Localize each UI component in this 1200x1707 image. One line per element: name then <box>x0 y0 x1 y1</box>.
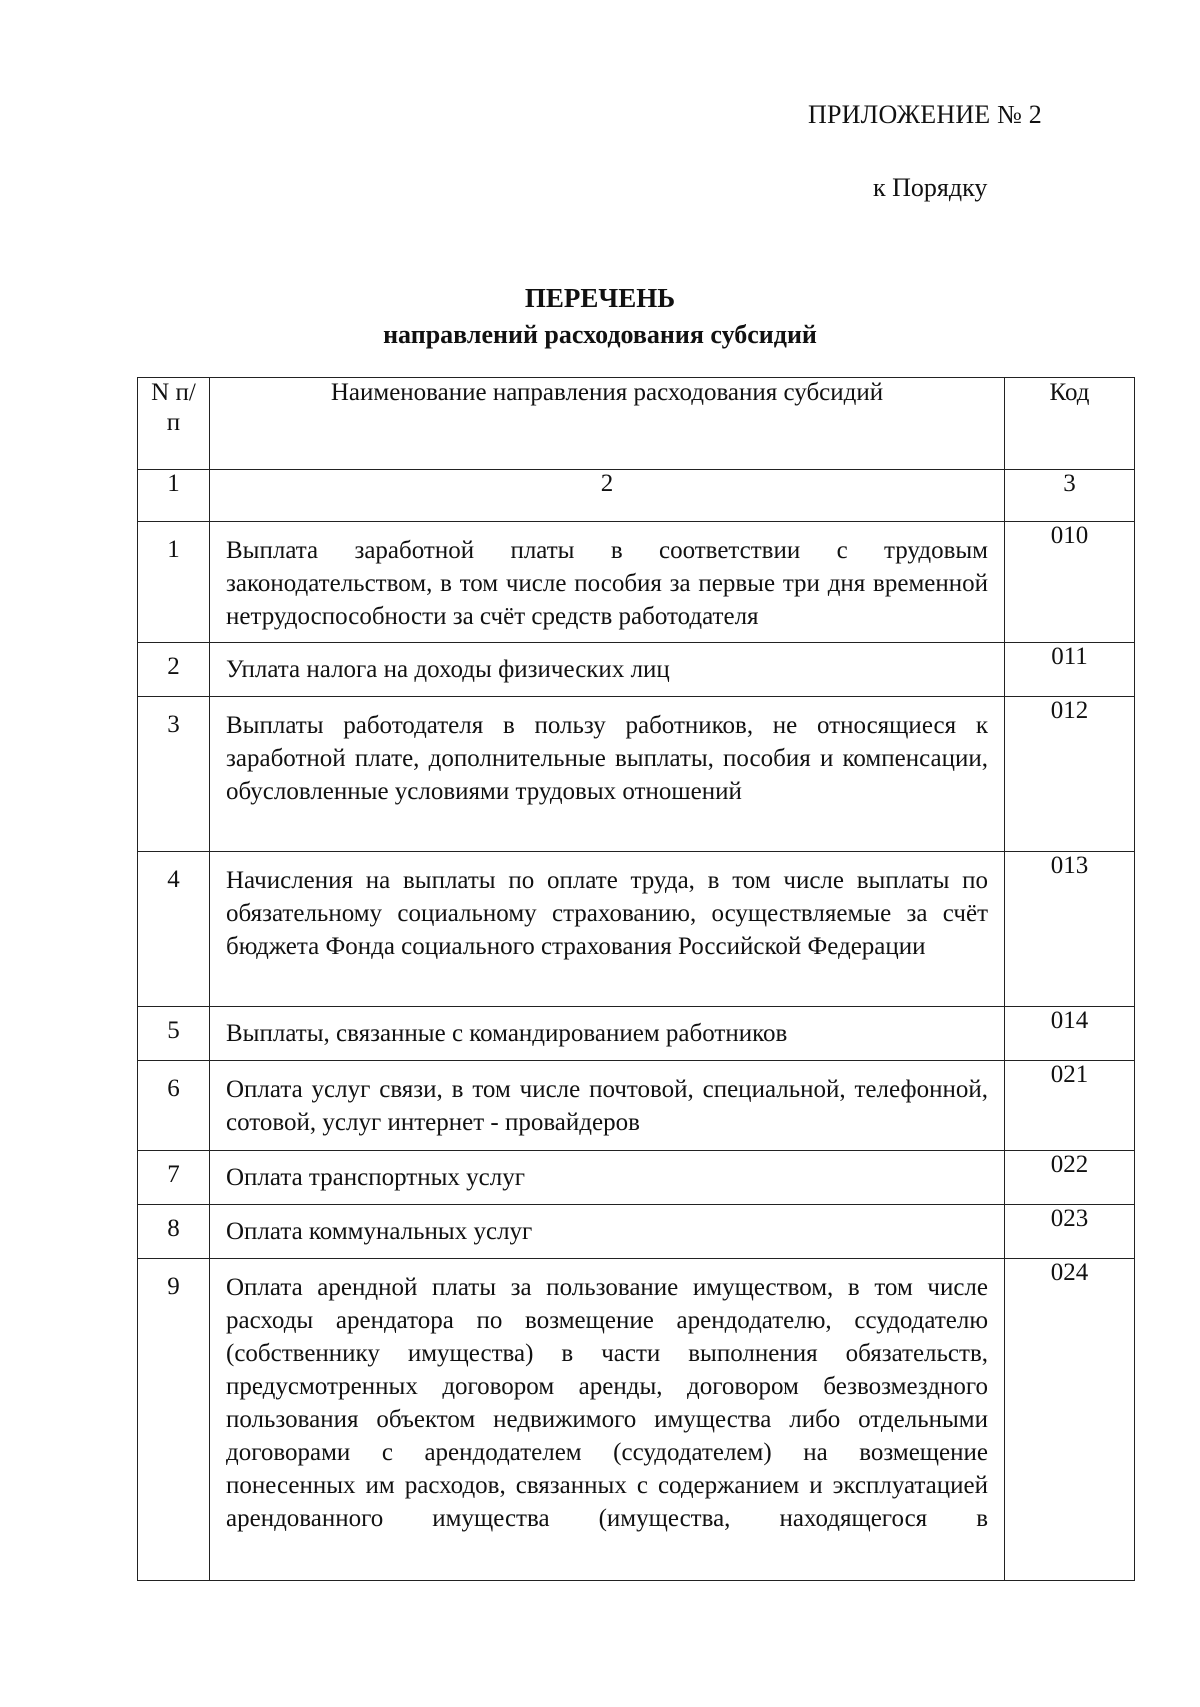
table-row <box>138 643 1135 697</box>
table-row <box>138 697 1135 852</box>
row-number: 7 <box>138 1151 210 1205</box>
header-name: Наименование направления расходования субсидий <box>210 378 1005 470</box>
header-code: Код <box>1005 378 1135 470</box>
index-cell: 3 <box>1005 470 1135 522</box>
row-code: 010 <box>1005 522 1135 643</box>
row-code: 023 <box>1005 1205 1135 1259</box>
row-description: Оплата арендной платы за пользование имуществом, в том числе расходы арендатора по возмещение арендодателю, ссудодателю (собственнику имущества) в части выполнения обязательств, предусмотренных договором аренды, договором безвозмездного пользования объектом недвижимого имущества либо отдельными договорами с арендодателем (ссудодателем) на возмещение понесенных им расходов, связанных с содержанием и эксплуатацией арендованного имущества (имущества, находящегося в <box>210 1259 1005 1581</box>
table-index-row <box>138 470 1135 522</box>
row-number: 3 <box>138 697 210 852</box>
row-code: 022 <box>1005 1151 1135 1205</box>
row-code: 013 <box>1005 852 1135 1007</box>
row-number: 9 <box>138 1259 210 1581</box>
row-description: Уплата налога на доходы физических лиц <box>210 643 1005 697</box>
table-header-row <box>138 378 1135 470</box>
order-reference: к Порядку <box>873 173 988 202</box>
document-title: ПЕРЕЧЕНЬ <box>524 283 676 313</box>
index-cell: 1 <box>138 470 210 522</box>
row-number: 8 <box>138 1205 210 1259</box>
row-number: 2 <box>138 643 210 697</box>
row-description: Оплата услуг связи, в том числе почтовой, специальной, телефонной, сотовой, услуг интернет - провайдеров <box>210 1061 1005 1151</box>
row-description: Выплаты работодателя в пользу работников, не относящиеся к заработной плате, дополнительные выплаты, пособия и компенсации, обусловленные условиями трудовых отношений <box>210 697 1005 852</box>
row-code: 014 <box>1005 1007 1135 1061</box>
row-code: 024 <box>1005 1259 1135 1581</box>
row-code: 012 <box>1005 697 1135 852</box>
index-cell: 2 <box>210 470 1005 522</box>
row-description: Начисления на выплаты по оплате труда, в том числе выплаты по обязательному социальному страхованию, осуществляемые за счёт бюджета Фонда социального страхования Российской Федерации <box>210 852 1005 1007</box>
document-subtitle: направлений расходования субсидий <box>383 320 817 349</box>
table-row <box>138 1259 1135 1581</box>
table-row <box>138 1151 1135 1205</box>
table-row <box>138 1205 1135 1259</box>
table-row <box>138 522 1135 643</box>
row-description: Выплата заработной платы в соответствии с трудовым законодательством, в том числе пособия за первые три дня временной нетрудоспособности за счёт средств работодателя <box>210 522 1005 643</box>
row-number: 6 <box>138 1061 210 1151</box>
table-row <box>138 852 1135 1007</box>
row-description: Оплата коммунальных услуг <box>210 1205 1005 1259</box>
appendix-label: ПРИЛОЖЕНИЕ № 2 <box>808 100 1042 129</box>
row-description: Оплата транспортных услуг <box>210 1151 1005 1205</box>
row-number: 1 <box>138 522 210 643</box>
table-row <box>138 1007 1135 1061</box>
table-row <box>138 1061 1135 1151</box>
subsidy-directions-table <box>137 377 1135 1581</box>
row-number: 5 <box>138 1007 210 1061</box>
row-description: Выплаты, связанные с командированием работников <box>210 1007 1005 1061</box>
header-num: N п/п <box>138 378 210 470</box>
row-code: 021 <box>1005 1061 1135 1151</box>
row-code: 011 <box>1005 643 1135 697</box>
row-number: 4 <box>138 852 210 1007</box>
